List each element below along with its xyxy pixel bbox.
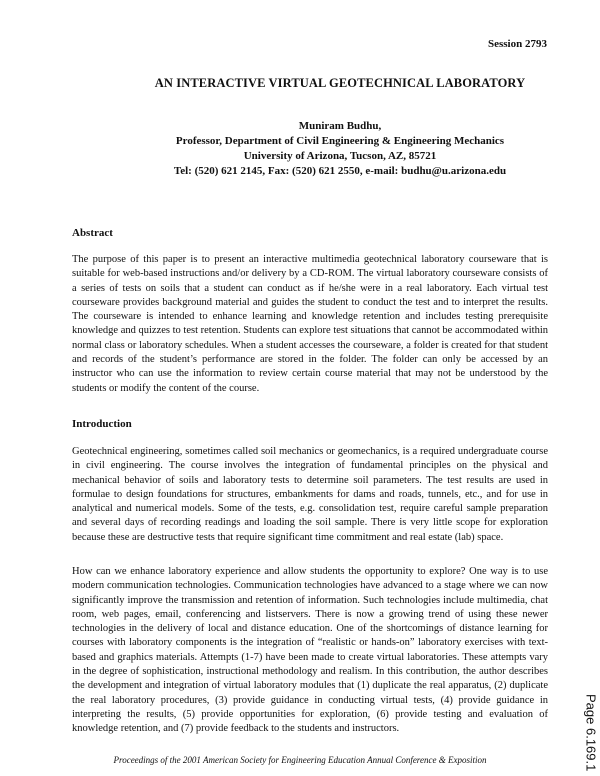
session-number: Session 2793 (488, 38, 547, 50)
author-position: Professor, Department of Civil Engineering & Engineering Mechanics (175, 135, 505, 147)
introduction-paragraph-2: How can we enhance laboratory experience and allow students the opportunity to explore? One way is to use modern communication technologies. Communication technologies have advanced to a stage where we can now significantly improve the transmission and retention of information. Such technologies include multimedia, chat room, web pages, email, conferencing and listservers. There is now a growing trend of using these newer technologies in the delivery of local and distance education. One of the shortcomings of distance learning for courses with laboratory components is the integration of “realistic or hands-on” laboratory exercises with text-based and graphics materials. Attempts (1-7) have been made to create virtual laboratories. These attempts vary in the degree of sophistication, instructional methodology and realism. In this contribution, the author describes the development and integration of virtual laboratory modules that (1) duplicate the real apparatus, (2) duplicate the real laboratory procedures, (3) provide guidance in conducting virtual tests, (4) provide guidance in interpreting the results, (5) provide opportunities for exploration, (6) provide testing and evaluation of knowledge retention, and (7) provide feedback to the students and instructors. (72, 566, 548, 735)
proceedings-footer: Proceedings of the 2001 American Society for Engineering Education Annual Conference & Exposition (113, 755, 487, 765)
abstract-text: The purpose of this paper is to present an interactive multimedia geotechnical laboratory courseware that is suitable for web-based instructions and/or delivery by a CD-ROM. The virtual laboratory courseware consists of a series of tests on soils that a student can conduct as if he/she were in a real laboratory. Each virtual test courseware provides background material and guides the student to conduct the test and to interpret the results. The courseware is intended to enhance learning and knowledge retention and includes testing prerequisite knowledge and quizzes to test retention. Students can explore test situations that cannot be accommodated within normal class or laboratory schedules. When a student accesses the courseware, a folder is created for that student and records of the student’s performance are stored in the folder. The folder can only be accessed by an instructor who can use the information to review certain course material that may not be understood by the students or modify the content of the course. (72, 254, 548, 394)
paper-title: AN INTERACTIVE VIRTUAL GEOTECHNICAL LABORATORY (154, 76, 526, 90)
introduction-paragraph-1: Geotechnical engineering, sometimes called soil mechanics or geomechanics, is a required undergraduate course in civil engineering. The course involves the integration of fundamental principles on the physical and mechanical behavior of soils and laboratory tests to determine soil parameters. The test results are used in formulae to design foundations for structures, embankments for dams and roads, tunnels, etc., and for use in analytical and numerical models. Some of the tests, e.g. consolidation test, require careful sample preparation and several days of recording readings and loading the soil sample. There is very little scope for exploration because these are destructive tests that require significant time commitment and real estate (lab) space. (72, 446, 548, 543)
page-stamp: Page 6.169.1 (583, 694, 598, 772)
author-block (40, 119, 600, 179)
author-name: Muniram Budhu, (298, 120, 382, 132)
author-contact: Tel: (520) 621 2145, Fax: (520) 621 2550, e-mail: budhu@u.arizona.edu (173, 165, 507, 177)
abstract-heading: Abstract (72, 227, 113, 239)
author-affiliation: University of Arizona, Tucson, AZ, 85721 (243, 150, 437, 162)
introduction-heading: Introduction (72, 418, 132, 430)
